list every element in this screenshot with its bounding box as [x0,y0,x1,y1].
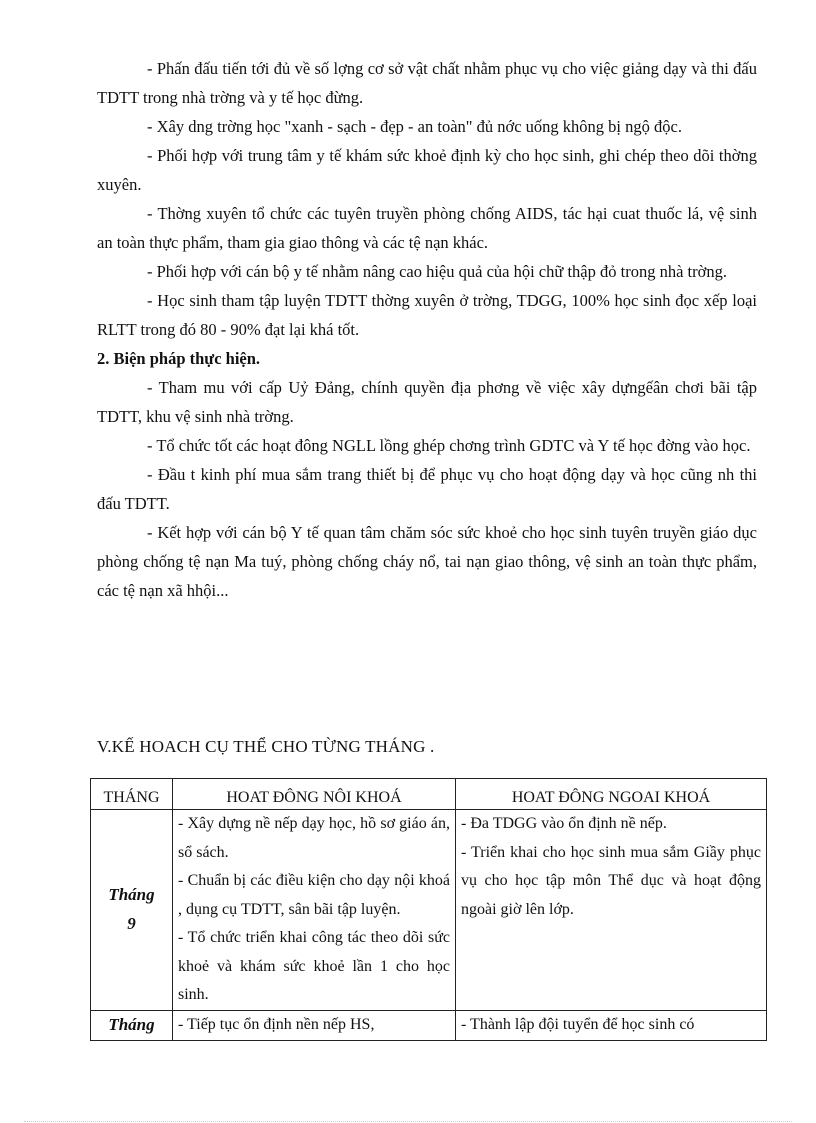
list-item: - Tiếp tục ổn định nền nếp HS, [178,1015,375,1033]
list-item: - Tổ chức triển khai công tác theo dõi sức khoẻ và khám sức khoẻ lần 1 cho học sinh. [178,929,450,1003]
table-header-row [91,779,767,810]
paragraph: - Học sinh tham tập luyện TDTT thờng xuyên ở trờng, TDGG, 100% học sinh đọc xếp loại RLTT trong đó 80 - 90% đạt lại khá tốt. [97,291,757,339]
list-item: - Triển khai cho học sinh mua sắm Giầy phục vụ cho học tập môn Thể dục và hoạt động ngoài giờ lên lớp. [461,843,761,918]
paragraph: - Tham mu với cấp Uỷ Đảng, chính quyền địa phơng về việc xây dựngếân chơi bãi tập TDTT, khu vệ sinh nhà trờng. [97,378,757,426]
list-item: - Thành lập đội tuyển để học sinh có [461,1015,695,1033]
paragraph: - Phối hợp với cán bộ y tế nhằm nâng cao hiệu quả của hội chữ thập đỏ trong nhà trờng. [147,262,727,281]
inner-activity-cell [173,810,456,1011]
paragraph: - Kết hợp với cán bộ Y tế quan tâm chăm sóc sức khoẻ cho học sinh tuyên truyền giáo dục phòng chống tệ nạn Ma tuý, phòng chống cháy nổ, tai nạn giao thông, vệ sinh an toàn thực phẩm, các tệ nạn xã hhội... [97,523,757,600]
page-bottom-divider [24,1121,792,1122]
paragraph: - Đầu t kinh phí mua sắm trang thiết bị để phục vụ cho hoạt động dạy và học cũng nh thi đấu TDTT. [97,465,757,513]
month-cell: Tháng 9 [91,810,173,1011]
paragraph: - Phấn đấu tiến tới đủ về số lợng cơ sở vật chất nhằm phục vụ cho việc giảng dạy và thi đấu TDTT trong nhà trờng và y tế học đừng. [97,59,757,107]
column-header-month: THÁNG [91,779,173,810]
outer-activity-cell [456,1010,767,1040]
list-item: - Xây dựng nề nếp dạy học, hồ sơ giáo án, sổ sách. [178,815,450,861]
section-heading: 2. Biện pháp thực hiện. [97,349,261,368]
paragraph: - Xây dng trờng học "xanh - sạch - đẹp - an toàn" đủ nớc uống không bị ngộ độc. [147,117,682,136]
paragraph: - Phối hợp với trung tâm y tế khám sức khoẻ định kỳ cho học sinh, ghi chép theo dõi thờng xuyên. [97,146,757,194]
monthly-plan-table [90,778,767,1041]
table-row [91,810,767,1011]
table-row [91,1010,767,1040]
body-text [97,54,757,605]
plan-section-title: V.KẾ HOACH CỤ THỂ CHO TỪNG THÁNG . [97,737,435,756]
paragraph: - Thờng xuyên tổ chức các tuyên truyền phòng chống AIDS, tác hại cuat thuốc lá, vệ sinh an toàn thực phẩm, tham gia giao thông và các tệ nạn khác. [97,204,757,252]
inner-activity-cell [173,1010,456,1040]
column-header-inner: HOAT ĐÔNG NÔI KHOÁ [173,779,456,810]
list-item: - Đa TDGG vào ổn định nề nếp. [461,815,667,832]
list-item: - Chuẩn bị các điều kiện cho dạy nội khoá , dụng cụ TDTT, sân bãi tập luyện. [178,872,450,918]
column-header-outer: HOAT ĐÔNG NGOAI KHOÁ [456,779,767,810]
outer-activity-cell [456,810,767,1011]
paragraph: - Tổ chức tốt các hoạt đông NGLL lồng ghép chơng trình GDTC và Y tế học đờng vào học. [147,436,751,455]
month-cell: Tháng [91,1010,173,1040]
